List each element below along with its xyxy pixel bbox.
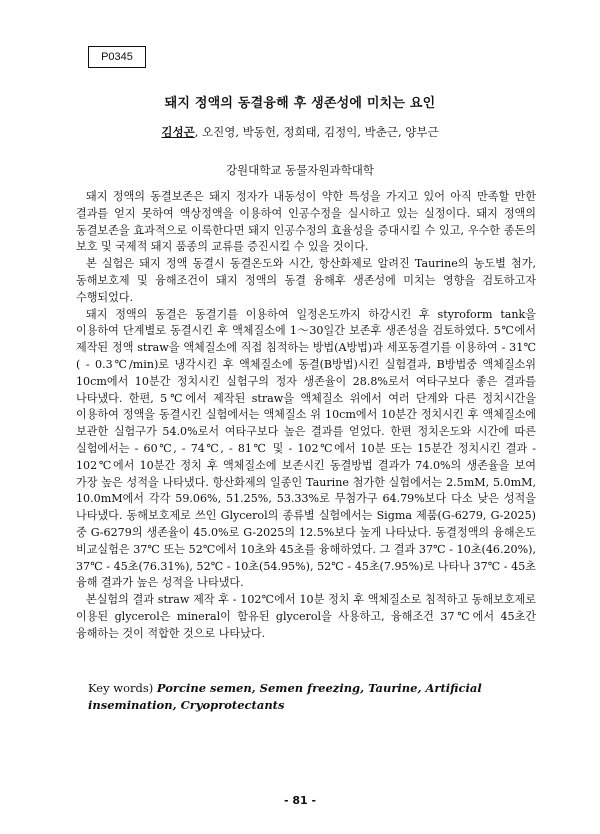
page-number: - 81 - [283,794,317,807]
abstract-body [76,189,536,643]
keywords-label: Key words) [88,681,154,695]
abstract-code: P0345 [88,46,146,68]
author-list [0,124,600,140]
keywords-terms: Porcine semen, Semen freezing, Taurine, Artificial insemination, Cryoprotectants [88,681,482,712]
paragraph-conclusion: 본실험의 결과 straw 제작 후 - 102℃에서 10분 정치 후 액체질소로 침적하고 동해보호제로 이용된 glycerol은 mineral이 함유된 glycerol을 사용하고, 융해조건 37℃에서 45초간 융해하는 것이 적합한 것으로 나타났다. [76,593,536,640]
keywords [88,680,538,714]
affiliation: 강원대학교 동물자원과학대학 [225,163,375,177]
co-authors: , 오진영, 박동헌, 정희태, 김정익, 박춘근, 양부근 [194,125,439,139]
paragraph-intro: 돼지 정액의 동결보존은 돼지 정자가 내동성이 약한 특성을 가지고 있어 아직 만족할 만한 결과를 얻지 못하여 액상정액을 이용하여 인공수정을 실시하고 있는 실정이다. 돼지 정액의 동결보존을 효과적으로 이룩한다면 돼지 인공수정의 효율성을 증대시킬 수 있고, 우수한 종돈의 보호 및 국제적 돼지 품종의 교류를 증진시킬 수 있을 것이다. [76,190,536,254]
presenting-author: 김성곤 [161,125,195,139]
paragraph-aim: 본 실험은 돼지 정액 동결시 동결온도와 시간, 항산화제로 알려진 Taurine의 농도별 첨가, 동해보호제 및 융해조건이 돼지 정액의 동결 융해후 생존성에 미치는 영향을 검토하고자 수행되었다. [76,257,536,304]
paragraph-results: 돼지 정액의 동결은 동결기를 이용하여 일정온도까지 하강시킨 후 styroform tank을 이용하여 단계별로 동결시킨 후 액체질소에 1～30일간 보존후 생존성을 검토하였다. 5℃에서 제작된 정액 straw을 액체질소에 직접 침적하는 방법(A방법)과 세포동결기를 이용하여 - 31℃( - 0.3℃/min)로 냉각시킨 후 액체질소에 동결(B방법)시킨 실험결과, B방법중 액체질소위 10cm에서 10분간 정치시킨 실험구의 정자 생존율이 28.8%로서 여타구보다 좋은 결과를 나타냈다. 한편, 5℃에서 제작된 straw을 액체질소 위에서 여러 단계와 다른 정치시간을 이용하여 정액을 동결시킨 실험에서는 액체질소 위 10cm에서 10분간 정치시킨 후 액체질소에 보관한 실험구가 54.0%로서 여타구보다 높은 결과를 얻었다. 한편 정치온도와 시간에 따른 실험에서는 - 60℃, - 74℃, - 81℃ 및 - 102℃에서 10분 또는 15분간 정치시킨 결과 - 102℃에서 10분간 정치 후 액체질소에 보존시킨 동결방법 결과가 74.0%의 생존율을 보여 가장 높은 성적을 나타냈다. 항산화제의 일종인 Taurine 첨가한 실험에서는 2.5mM, 5.0mM, 10.0mM에서 각각 59.06%, 51.25%, 53.33%로 무첨가구 64.79%보다 다소 낮은 성적을 나타냈다. 동해보호제로 쓰인 Glycerol의 종류별 실험에서는 Sigma 제품(G-6279, G-2025)중 G-6279의 생존율이 45.0%로 G-2025의 12.5%보다 높게 나타났다. 동결정액의 융해온도 비교실험은 37℃ 또는 52℃에서 10초와 45초를 융해하였다. 그 결과 37℃ - 10초(46.20%), 37℃ - 45초(76.31%), 52℃ - 10초(54.95%), 52℃ - 45초(7.95%)로 나타나 37℃ - 45초 융해 결과가 높은 성적을 나타냈다. [76,307,536,590]
paper-title: 돼지 정액의 동결융해 후 생존성에 미치는 요인 [164,96,436,111]
